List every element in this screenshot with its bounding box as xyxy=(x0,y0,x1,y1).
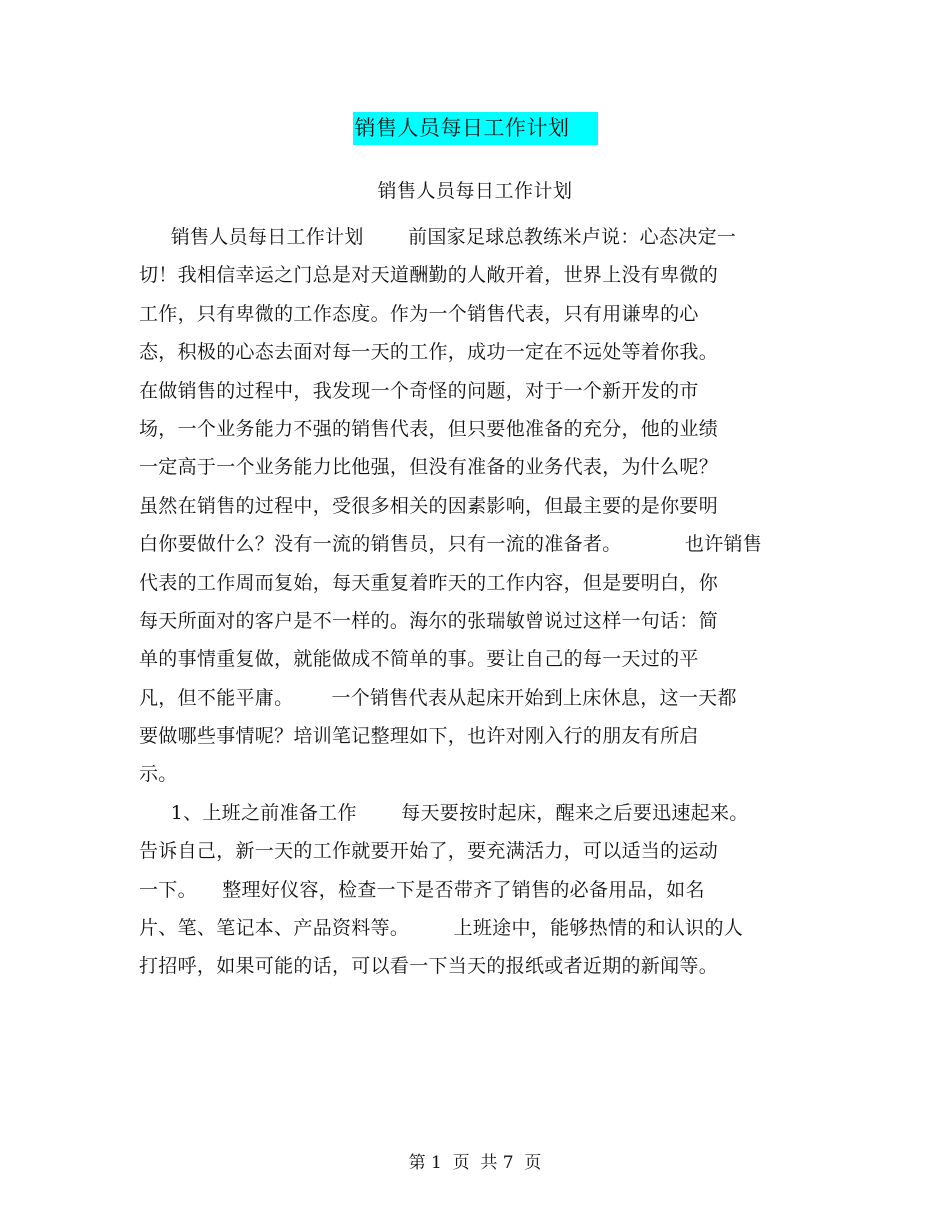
body-line: 要做哪些事情呢？培训笔记整理如下，也许对刚入行的朋友有所启 xyxy=(139,725,699,748)
body-line: 销售人员每日工作计划 前国家足球总教练米卢说：心态决定一 xyxy=(139,226,737,248)
body-line: 告诉自己，新一天的工作就要开始了，要充满活力，可以适当的运动 xyxy=(139,840,719,863)
body-line: 片、笔、笔记本、产品资料等。 上班途中，能够热情的和认识的人 xyxy=(139,917,744,940)
body-line: 一定高于一个业务能力比他强，但没有准备的业务代表，为什么呢？ xyxy=(139,456,719,479)
body-line: 示。 xyxy=(139,763,178,786)
body-line: 1、上班之前准备工作 每天要按时起床，醒来之后要迅速起来。 xyxy=(139,801,749,824)
body-line: 白你要做什么？没有一流的销售员，只有一流的准备者。 也许销售 xyxy=(139,533,763,556)
document-title: 销售人员每日工作计划 xyxy=(353,112,598,145)
body-line: 打招呼，如果可能的话，可以看一下当天的报纸或者近期的新闻等。 xyxy=(139,955,719,978)
body-line: 工作，只有卑微的工作态度。作为一个销售代表，只有用谦卑的心 xyxy=(139,302,699,325)
body-line: 每天所面对的客户是不一样的。海尔的张瑞敏曾说过这样一句话：简 xyxy=(139,609,719,632)
body-line: 一下。 整理好仪容，检查一下是否带齐了销售的必备用品，如名 xyxy=(139,878,705,901)
body-line: 在做销售的过程中，我发现一个奇怪的问题，对于一个新开发的市 xyxy=(139,379,699,402)
body-line: 态，积极的心态去面对每一天的工作，成功一定在不远处等着你我。 xyxy=(139,341,719,364)
body-line: 虽然在销售的过程中，受很多相关的因素影响，但最主要的是你要明 xyxy=(139,494,719,517)
body-line: 切！我相信幸运之门总是对天道酬勤的人敞开着，世界上没有卑微的 xyxy=(139,264,719,287)
document-subtitle: 销售人员每日工作计划 xyxy=(377,180,573,202)
document-body xyxy=(139,218,819,986)
body-line: 场，一个业务能力不强的销售代表，但只要他准备的充分，他的业绩 xyxy=(139,417,719,440)
body-line: 单的事情重复做，就能做成不简单的事。要让自己的每一天过的平 xyxy=(139,648,699,671)
title-container xyxy=(0,112,950,145)
body-line: 代表的工作周而复始，每天重复着昨天的工作内容，但是要明白，你 xyxy=(139,571,719,594)
body-line: 凡，但不能平庸。 一个销售代表从起床开始到上床休息，这一天都 xyxy=(139,686,737,709)
page-footer: 第 1 页 共 7 页 xyxy=(408,1153,542,1173)
